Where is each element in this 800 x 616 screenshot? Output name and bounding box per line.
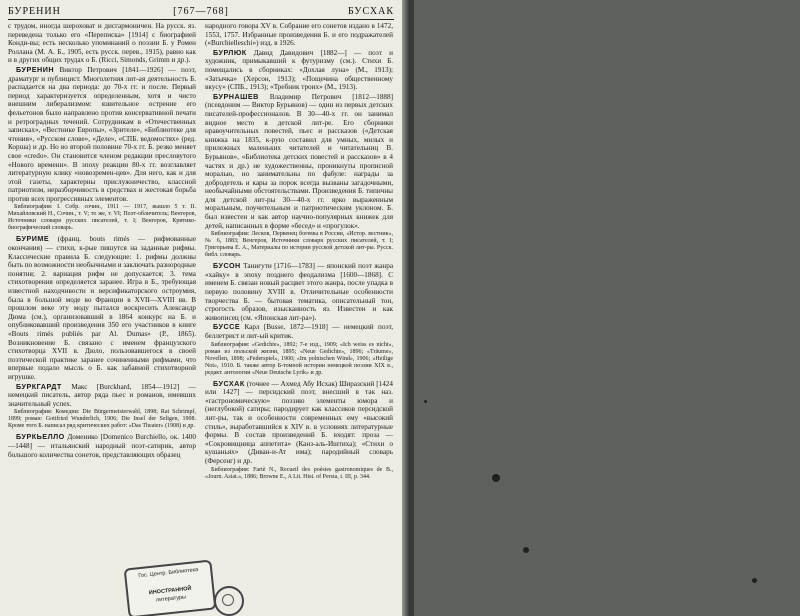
- entry-headword: БУССЕ: [213, 322, 241, 332]
- bibliography-note: Библиография: Лесков, Первенец богемы в России, «Истор. вестник», № 6, 1883; Венгеров, Источники словаря русских писателей, т. I; Григорьева Е. А., Материалы по истории русской детской лит-ры. Русск. библ. словарь.: [205, 231, 393, 259]
- running-header: [8, 6, 394, 20]
- entry-paragraph: БУРНАШЕВ Владимир Петрович [1812—1888] (псевдоним — Виктор Бурьянов) — один из первых детских писателей-профессионалов. В 30—40-х гг. он занимал видное место в детской лит-ре. Его сборники нравоучительных повестей, пьес и рассказов («Детская книжка на 1835, к-рую составил для умных, милых и прилежных маленьких читателей и читательниц В. Бурьянов», «Библиотека детских повестей и рассказов» в 4 частях и др.) не художественны, проникнуты прописной моралью, но занимательны по фабуле: награды за добродетель и кары за порок всегда вызваны загадочными, необычайными обстоятельствами. Произведения Б. типичны для детской лит-ры 30—40-х гг. ярко выраженным моральным, поучительным и патриотическим уклоном. Б. был известен и как автор научно-популярных книжек для детей, написанных в форме «бесед» и «прогулок».: [205, 91, 393, 230]
- book-gutter: [402, 0, 410, 616]
- entry-headword: БУРИМЕ: [16, 234, 50, 244]
- entry-paragraph: БУРЛЮК Давид Давидович [1882—] — поэт и художник, примыкавший к футуризму (см.). Стихи Б. помещались в сборниках: «Дохлая луна» (М., 1913); «Затычка» (Херсон, 1913); «Пощечина общественному вкусу» (СПБ., 1913); «Требник троих» (М., 1913).: [205, 47, 393, 92]
- bibliography-note: Библиография: I. Собр. сочин., 1911 — 1917, вышло 5 т. II. Михайловский Н., Сочин., т. V; то же, т. VI; Поэт-обличитель; Венгеров, Источники словаря русских писателей, т. I; Венгеров, Критико-биографический словарь.: [8, 204, 196, 232]
- entry-headword: БУРНАШЕВ: [213, 91, 259, 101]
- ink-spot: [424, 400, 427, 403]
- entry-paragraph: БУСОН Танигути [1716—1783] — японский поэт жанра «хайку» в эпоху позднего феодализма [1600—1868]. С именем Б. связан новый расцвет этого жанра, после упадка в первую половину XVIII в. Отличительные особенности творчества Б. — бытовая тематика, описательный тон, строгость образов, изысканность яз. Известен и как живописец (см. «Японская лит-ра»).: [205, 261, 393, 322]
- header-rule: [8, 19, 394, 20]
- bibliography-note: Библиография: Комедии: Die Bürgermeisterwahl, 1898; Rat Schrimpf, 1899; роман: Gottfried Wunderlich, 1906; Die Insel der Seligen, 1908. Кроме того Б. написал ряд критических работ: «Das Theater» (1908) и др.: [8, 409, 196, 430]
- entry-paragraph: БУСХАК (точнее — Ахмед Абу Исхак) Ширазский [1424 или 1427] — персидский поэт, внесший в так наз. «гастрономическую» поэзию элементы юмора и (неглубокой) сатиры; пародирует как классиков персидской лит-ры, так и особенности современных ему «высокий стиль», выработавшийся к XIV в. в условиях литературные формы. В состав произведений Б. входят: проза — «Сокровищница аппетита» (Канз-аль-Иштиха); «Стихи о кушаньях» (Диван-и-Ат има); пародийный словарь (Ферсенг) и др.: [205, 378, 393, 465]
- ink-spot: [492, 474, 500, 482]
- text-column-1: [8, 22, 196, 612]
- entry-paragraph: БУРЕНИН Виктор Петрович [1841—1926] — поэт, драматург и публицист. Многолетняя лит-ая деятельность Б. распадается на два периода: до 70-х гг. и после. Первый период характеризуется определенным, хотя и чисто внешним либерализмом: язвительное острение его фельетонов было направлено против консервативной печати и ретроградных течений. Сотрудникам в «Отечественных записках», «Вестнике Европы», «Зрителе», «Библиотеке для чтения», «Русском слове», «Деле», «СПБ. ведомостях» (ред. Корша) и др. Но во второй половине 70-х гг. Б. резко меняет свое «credo». Он становится членом редакции пресловутого «Нового времени». В эпоху реакции 80-х гг. возглавляет литературную клику «новозремен-цев». Для него, как и для этой газеты, характерны прислужничество, классной патриотизм, неразборчивость в средствах и жестокая борьба против всех прогрессивных элементов.: [8, 64, 196, 203]
- entry-headword: БУРКГАРДТ: [16, 381, 62, 391]
- entry-headword: БУРЛЮК: [213, 47, 247, 57]
- entry-headword: БУСОН: [213, 261, 241, 271]
- entry-paragraph: БУССЕ Карл [Busse, 1872—1918] — немецкий поэт, беллетрист и лит-ый критик.: [205, 322, 393, 340]
- entry-headword: БУСХАК: [213, 378, 245, 388]
- library-seal: [214, 586, 244, 616]
- entry-paragraph: БУРКЬЕЛЛО Доменико [Domenico Burchiello, ок. 1400—1448] — итальянский народный поэт-сатирик, автор большого количества сонетов, представляющих образец: [8, 432, 196, 459]
- ink-spot: [523, 547, 529, 553]
- entry-headword: БУРЕНИН: [16, 64, 55, 74]
- bibliography-note: Библиография: «Gedichte», 1892; 7-е изд., 1909; «Ich weiss es nicht», роман из польской жизни, 1895; «Neue Gedichte», 1896; «Träume», Novellen, 1898; «Federspiel», 1900; «Im polnischen Wind», 1906; «Heilige Not», 1910. Б. также автор Б-томной истории немецкой поэзии XIX в., редакт. антологии «Neue Deutsche Lyrik» и др.: [205, 341, 393, 376]
- stamp-line-3: литературы: [155, 594, 187, 604]
- library-stamp: [124, 560, 217, 616]
- text-column-2: [205, 22, 393, 612]
- bibliography-note: Библиография: Fartè N., Recueil des poésies gastronomiques de B., «Journ. Asiat.», 1886; Browne E., A Lit. Hist. of Persia, t. III, p. 344.: [205, 466, 393, 480]
- header-right-word: БУСХАК: [348, 6, 394, 17]
- book-page-right-blank: [410, 0, 800, 616]
- header-column-numbers: [767—768]: [173, 6, 229, 17]
- stamp-line-1: Гос. Центр. Библиотека: [138, 566, 199, 580]
- entry-paragraph: БУРИМЕ (франц. bouts rimés — рифмованные окончания) — стихи, к-рые пишутся на заданные рифмы. Классические правила Б. следующие: 1. рифмы должны быть по возможности необычными и заключать разнородные понятия; 2. вариация рифм не допускается; 3. тема стихотворения определяется заранее. Игра в Б., требующая известной находчивости и версификаторского остроумия, была в большой моде во Франции в XVII—XVIII вв. В прошлом веке эту моду пытался воскресить Александр Дюма (см.), организовавший в 1864 конкурс на Б. и опубликовавший произведения 350 его участников в книге «Bouts rimés publiés par Al. Dumas» (Р., 1865). Возникновение Б. связано с именем французского стихотворца XVII в. Дюло, пользовавшегося в своей поэтической практике заранее сочиненными рифмами, что впервые подало мысль о Б. как забавной стихотворной игрушке.: [8, 234, 196, 381]
- entry-paragraph: с трудом, иногда шероховат и дисгармоничен. На русск. яз. переведена только его «Переписка» [1914] с биографией Конди-вы; есть несколько упоминаний о поэзии Б. у Ромен Роллана (М. А. Б., 1905, есть русск. перев., 1915), равно как и в других общих трудах о Б. (Ricci, Simonds, Grimm и др.).: [8, 22, 196, 65]
- page-edge: [410, 0, 414, 616]
- entry-headword: БУРКЬЕЛЛО: [16, 432, 65, 442]
- header-left-word: БУРЕНИН: [8, 6, 61, 17]
- entry-paragraph: народного говора XV в. Собрание его сонетов издано в 1472, 1553, 1757. Избранные произведения Б. и его подражателей («Burchielleschi») изд. в 1926.: [205, 22, 393, 48]
- ink-spot: [752, 578, 757, 583]
- entry-paragraph: БУРКГАРДТ Макс [Burckhard, 1854—1912] — немецкий писатель, автор ряда пьес и романов, имевших значительный успех.: [8, 381, 196, 408]
- stamp-line-2: ИНОСТРАННОЙ: [148, 585, 192, 597]
